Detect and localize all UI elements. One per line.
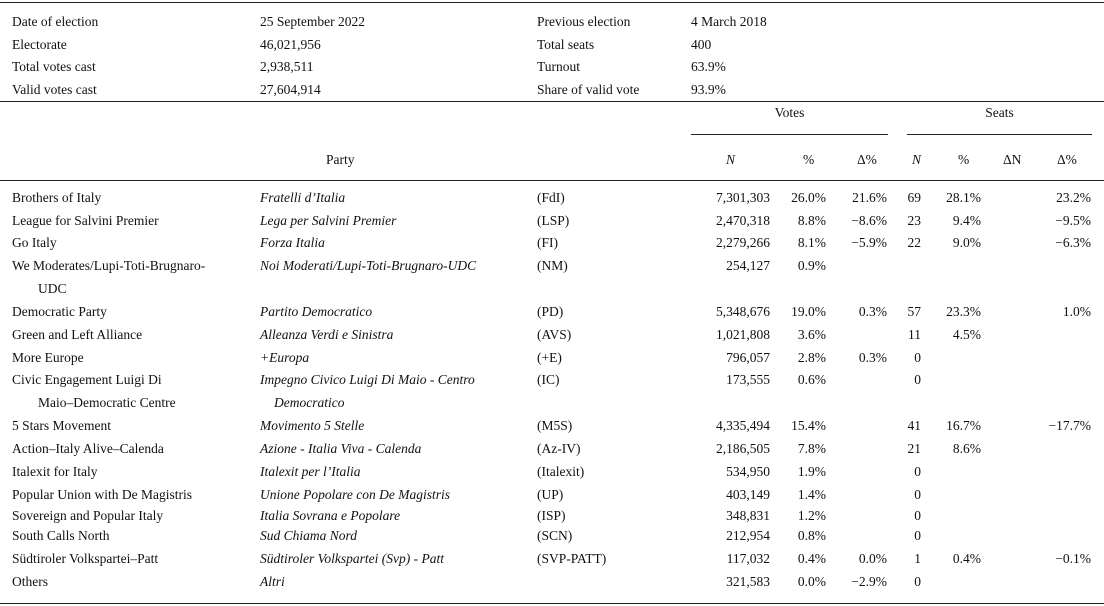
votes-count-cell: 2,470,318 [716,213,770,228]
abbreviation-cell: (FI) [537,235,558,250]
votes-pct-cell: 0.0% [797,574,826,589]
italian-name-cell: Movimento 5 Stelle [260,418,365,433]
party-name-cell: Go Italy [12,235,57,250]
party-name-cell: Others [12,574,48,589]
seats-pct-cell: 9.0% [952,235,981,250]
summary-label: Date of election [12,14,99,29]
summary-value: 63.9% [691,59,726,74]
party-name-cell: Brothers of Italy [12,190,102,205]
italian-name-cell: Altri [260,574,285,589]
votes-pct-cell: 15.4% [791,418,826,433]
seats-count-cell: 23 [907,213,921,228]
party-name-continuation: Maio–Democratic Centre [38,395,176,410]
abbreviation-cell: (Az-IV) [537,441,581,456]
seats-delta-pct-cell: −0.1% [1055,551,1091,566]
votes-count-cell: 117,032 [726,551,770,566]
seats-delta-n-header: ΔN [1003,152,1022,167]
seats-count-cell: 21 [907,441,921,456]
party-name-cell: 5 Stars Movement [12,418,111,433]
seats-pct-cell: 28.1% [946,190,981,205]
votes-count-cell: 173,555 [726,372,770,387]
votes-count-cell: 796,057 [726,350,770,365]
votes-count-cell: 534,950 [726,464,770,479]
summary-label: Share of valid vote [537,82,640,97]
party-name-continuation: UDC [38,281,67,296]
party-name-cell: Action–Italy Alive–Calenda [12,441,164,456]
italian-name-cell: Unione Popolare con De Magistris [260,487,450,502]
party-name-cell: Green and Left Alliance [12,327,143,342]
summary-bottom-rule [0,101,1104,102]
seats-pct-cell: 9.4% [952,213,981,228]
votes-delta-pct-cell: 21.6% [852,190,887,205]
votes-count-cell: 403,149 [726,487,770,502]
seats-group-header: Seats [985,105,1014,120]
seats-delta-pct-cell: −6.3% [1055,235,1091,250]
seats-group-rule [907,134,1092,135]
italian-name-cell: Italexit per l’Italia [260,464,361,479]
seats-delta-pct-cell: 1.0% [1062,304,1091,319]
seats-pct-cell: 23.3% [946,304,981,319]
italian-name-cell: Alleanza Verdi e Sinistra [260,327,394,342]
italian-name-cell: Forza Italia [260,235,325,250]
votes-pct-cell: 0.6% [797,372,826,387]
abbreviation-cell: (ISP) [537,508,566,523]
votes-delta-pct-header: Δ% [857,152,877,167]
party-name-cell: Italexit for Italy [12,464,98,479]
abbreviation-cell: (NM) [537,258,568,273]
abbreviation-cell: (LSP) [537,213,570,228]
party-name-cell: We Moderates/Lupi-Toti-Brugnaro- [12,258,206,273]
seats-delta-pct-header: Δ% [1057,152,1077,167]
summary-label: Previous election [537,14,631,29]
votes-pct-cell: 19.0% [791,304,826,319]
votes-pct-cell: 7.8% [797,441,826,456]
seats-count-cell: 0 [914,528,921,543]
votes-group-header: Votes [774,105,805,120]
italian-name-cell: Fratelli d’Italia [260,190,346,205]
seats-count-cell: 0 [914,508,921,523]
italian-name-cell: +Europa [260,350,310,365]
italian-name-cell: Italia Sovrana e Popolare [260,508,401,523]
abbreviation-cell: (UP) [537,487,564,502]
votes-delta-pct-cell: −8.6% [851,213,887,228]
seats-pct-cell: 16.7% [946,418,981,433]
seats-count-cell: 0 [914,487,921,502]
abbreviation-cell: (+E) [537,350,562,365]
summary-value: 400 [691,37,712,52]
votes-group-rule [691,134,888,135]
italian-name-cell: Noi Moderati/Lupi-Toti-Brugnaro-UDC [260,258,477,273]
votes-count-cell: 2,279,266 [716,235,770,250]
summary-value: 25 September 2022 [260,14,365,29]
summary-label: Turnout [537,59,581,74]
italian-name-cell: Sud Chiama Nord [260,528,358,543]
abbreviation-cell: (PD) [537,304,564,319]
seats-delta-pct-cell: −17.7% [1048,418,1091,433]
seats-count-cell: 0 [914,372,921,387]
seats-delta-pct-cell: 23.2% [1056,190,1091,205]
party-name-cell: Popular Union with De Magistris [12,487,192,502]
italian-name-cell: Südtiroler Volkspartei (Svp) - Patt [260,551,444,566]
italian-name-cell: Partito Democratico [260,304,373,319]
abbreviation-cell: (SCN) [537,528,573,543]
party-name-cell: Democratic Party [12,304,107,319]
votes-count-cell: 5,348,676 [716,304,770,319]
table-bottom-rule [0,603,1104,604]
abbreviation-cell: (M5S) [537,418,573,433]
seats-count-cell: 22 [907,235,921,250]
party-name-cell: Civic Engagement Luigi Di [12,372,162,387]
abbreviation-cell: (SVP-PATT) [537,551,607,566]
abbreviation-cell: (IC) [537,372,560,387]
votes-pct-cell: 0.8% [797,528,826,543]
votes-delta-pct-cell: 0.0% [858,551,887,566]
votes-delta-pct-cell: −5.9% [851,235,887,250]
abbreviation-cell: (FdI) [537,190,565,205]
summary-value: 46,021,956 [260,37,321,52]
votes-pct-cell: 1.4% [797,487,826,502]
seats-n-header: N [912,152,922,167]
votes-pct-header: % [803,152,815,167]
seats-count-cell: 69 [907,190,921,205]
seats-count-cell: 57 [907,304,921,319]
summary-label: Valid votes cast [12,82,97,97]
summary-value: 2,938,511 [260,59,314,74]
summary-label: Electorate [12,37,67,52]
votes-pct-cell: 2.8% [797,350,826,365]
italian-name-cell: Azione - Italia Viva - Calenda [260,441,422,456]
votes-delta-pct-cell: 0.3% [858,350,887,365]
seats-count-cell: 1 [914,551,921,566]
party-name-cell: More Europe [12,350,84,365]
seats-pct-cell: 8.6% [952,441,981,456]
italian-name-continuation: Democratico [274,395,345,410]
summary-label: Total votes cast [12,59,96,74]
votes-pct-cell: 26.0% [791,190,826,205]
seats-pct-header: % [958,152,970,167]
party-name-cell: League for Salvini Premier [12,213,159,228]
votes-pct-cell: 1.2% [797,508,826,523]
party-header: Party [326,152,355,167]
italian-name-cell: Impegno Civico Luigi Di Maio - Centro [260,372,475,387]
summary-value: 93.9% [691,82,726,97]
votes-count-cell: 348,831 [726,508,770,523]
votes-pct-cell: 0.9% [797,258,826,273]
summary-label: Total seats [537,37,595,52]
seats-count-cell: 0 [914,464,921,479]
seats-count-cell: 11 [908,327,921,342]
votes-count-cell: 212,954 [726,528,770,543]
votes-pct-cell: 8.8% [797,213,826,228]
votes-count-cell: 2,186,505 [716,441,770,456]
party-name-cell: Sovereign and Popular Italy [12,508,164,523]
votes-pct-cell: 0.4% [797,551,826,566]
votes-n-header: N [726,152,736,167]
summary-value: 4 March 2018 [691,14,767,29]
votes-count-cell: 254,127 [726,258,770,273]
votes-delta-pct-cell: 0.3% [858,304,887,319]
seats-count-cell: 0 [914,350,921,365]
seats-count-cell: 41 [907,418,921,433]
votes-delta-pct-cell: −2.9% [851,574,887,589]
votes-count-cell: 321,583 [726,574,770,589]
votes-count-cell: 1,021,808 [716,327,770,342]
seats-count-cell: 0 [914,574,921,589]
abbreviation-cell: (AVS) [537,327,572,342]
seats-delta-pct-cell: −9.5% [1055,213,1091,228]
party-name-cell: Südtiroler Volkspartei–Patt [12,551,159,566]
italian-name-cell: Lega per Salvini Premier [260,213,397,228]
abbreviation-cell: (Italexit) [537,464,585,479]
votes-pct-cell: 3.6% [797,327,826,342]
summary-value: 27,604,914 [260,82,321,97]
header-bottom-rule [0,180,1104,181]
votes-count-cell: 7,301,303 [716,190,770,205]
seats-pct-cell: 0.4% [952,551,981,566]
votes-pct-cell: 1.9% [797,464,826,479]
votes-count-cell: 4,335,494 [716,418,770,433]
seats-pct-cell: 4.5% [952,327,981,342]
party-name-cell: South Calls North [12,528,110,543]
votes-pct-cell: 8.1% [797,235,826,250]
top-rule [0,2,1104,3]
